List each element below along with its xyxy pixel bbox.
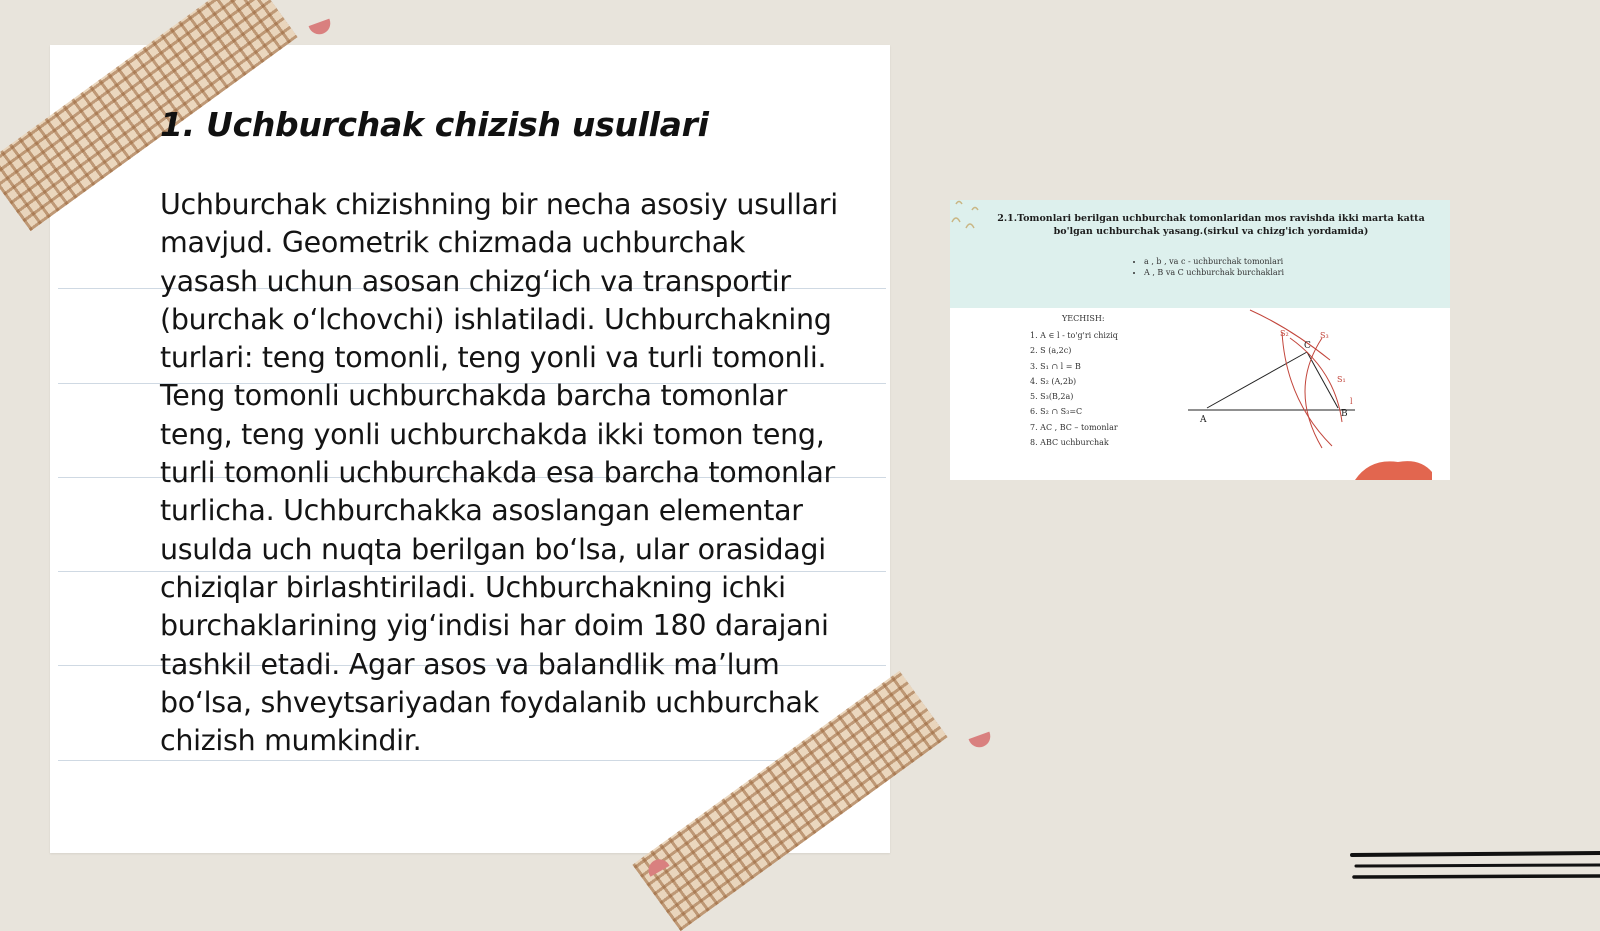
tape-tip bbox=[969, 732, 994, 751]
arc-s1 bbox=[1290, 338, 1342, 422]
segment-bc bbox=[1307, 352, 1338, 408]
figure-steps-title: YECHISH: bbox=[1062, 314, 1105, 323]
figure-step: 5. S₃(B,2a) bbox=[1030, 392, 1074, 402]
figure-step: 2. S (a,2c) bbox=[1030, 346, 1072, 356]
figure-step: 6. S₂ ∩ S₃=C bbox=[1030, 407, 1083, 417]
arc-label-s3: S₃ bbox=[1320, 331, 1329, 340]
line-label-l: l bbox=[1350, 397, 1353, 406]
figure-step: 7. AC , BC – tomonlar bbox=[1030, 422, 1118, 432]
figure-step: 8. ABC uchburchak bbox=[1030, 438, 1109, 448]
figure-bullet: • A , B va C uchburchak burchaklari bbox=[1144, 267, 1284, 278]
slide-body-text: Uchburchak chizishning bir necha asosiy usullari mavjud. Geometrik chizmada uchburchak yasash uchun asosan chizg‘ich va transportir (burchak o‘lchovchi) ishlatiladi. Uchburchakning turlari: teng tomonli, teng yonli va turli tomonli. Teng tomonli uchburchakda barcha tomonlar teng, teng yonli uchburchakda ikki tomon teng, turli tomonli uchburchakda esa barcha tomonlar turlicha. Uchburchakka asoslangan elementar usulda uch nuqta berilgan bo‘lsa, ular orasidagi chiziqlar birlashtiriladi. Uchburchakning ichki burchaklarining yig‘indisi har doim 180 darajani tashkil etadi. Agar asos va balandlik ma’lum bo‘lsa, shveytsariyadan foydalanib uchburchak chizish mumkindir. bbox=[160, 188, 838, 758]
figure-doodle bbox=[952, 202, 978, 229]
construction-figure bbox=[950, 200, 1450, 480]
slide-heading: 1. Uchburchak chizish usullari bbox=[160, 105, 709, 144]
figure-title: 2.1.Tomonlari berilgan uchburchak tomonlaridan mos ravishda ikki marta katta bo'lgan uchburchak yasang.(sirkul va chizg'ich yordamida) bbox=[997, 213, 1425, 237]
figure-step: 3. S₁ ∩ l = B bbox=[1030, 361, 1081, 371]
point-label-b: B bbox=[1341, 409, 1348, 419]
figure-step: 4. S₂ (A,2b) bbox=[1030, 376, 1077, 386]
point-label-a: A bbox=[1200, 415, 1207, 425]
construction-drawing bbox=[950, 200, 1450, 480]
figure-bullet: • a , b , va c - uchburchak tomonlari bbox=[1144, 256, 1284, 267]
ink-dashes bbox=[1350, 845, 1600, 890]
arc-label-s2: S₂ bbox=[1280, 329, 1289, 338]
arc-top bbox=[1250, 310, 1330, 360]
figure-corner-blob bbox=[1355, 461, 1432, 480]
segment-ac bbox=[1207, 352, 1307, 408]
figure-step: 1. A ∈ l - to'g'ri chiziq bbox=[1030, 331, 1118, 340]
point-label-c: C bbox=[1304, 341, 1311, 351]
tape-tip bbox=[309, 19, 334, 38]
arc-label-s1: S₁ bbox=[1337, 375, 1346, 384]
